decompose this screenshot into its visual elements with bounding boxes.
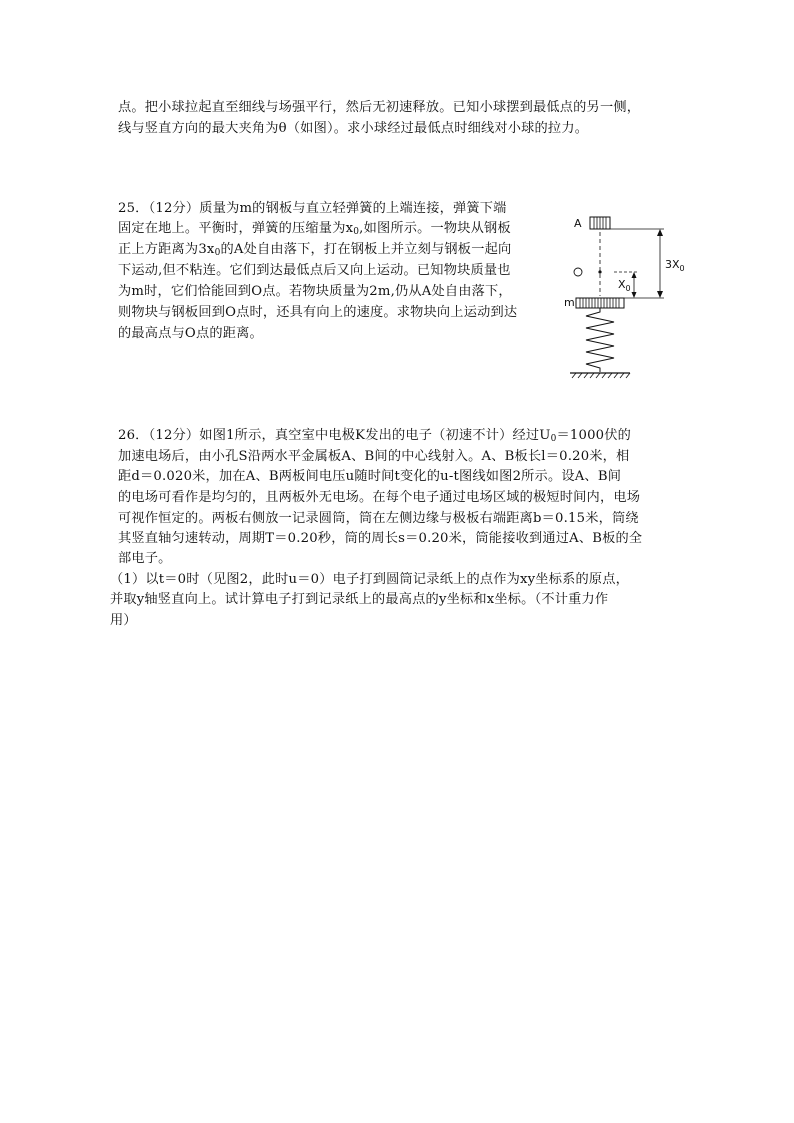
q26-line-1: 26．（12分）如图1所示，真空室中电极K发出的电子（初速不计）经过$U_0=1000$伏的 (118, 428, 632, 444)
q26-line-9: 并取y轴竖直向上。试计算电子打到记录纸上的最高点的y坐标和x坐标。（不计重力作 (110, 592, 609, 607)
q26-line-6: 其竖直轴匀速转动，周期T＝0.20秒，筒的周长s＝0.20米，筒能接收到通过A、B板的全 (118, 531, 643, 546)
label-a: A (574, 217, 582, 230)
q26-line-3: 距d＝0.020米，加在A、B两板间电压u随时间t变化的u-t图线如图2所示。设A、B间 (118, 469, 622, 484)
q25-line-2: 固定在地上。平衡时，弹簧的压缩量为$x_0$,如图所示。一物块从钢板 (118, 221, 511, 237)
point-o-circle (574, 268, 582, 276)
q26-line-10: 用） (110, 613, 137, 628)
q25-line-3: 正上方距离为$3x_0$的A处自由落下，打在钢板上并立刻与钢板一起向 (118, 242, 512, 258)
q25-line-5: 为m时，它们恰能回到O点。若物块质量为2m,仍从A处自由落下， (118, 284, 512, 299)
q26-line-5: 可视作恒定的。两板右侧放一记录圆筒，筒在左侧边缘与极板右端距离b＝0.15米，筒绕 (118, 511, 639, 526)
q25-line-6: 则物块与钢板回到O点时，还具有向上的速度。求物块向上运动到达 (118, 305, 518, 320)
dimension-x0 (632, 272, 637, 298)
q25-line-7: 的最高点与O点的距离。 (118, 326, 263, 341)
q26-line-7: 部电子。 (118, 551, 172, 566)
q26-line-4: 的电场可看作是均匀的，且两板外无电场。在每个电子通过电场区域的极短时间内，电场 (118, 490, 641, 505)
spring (586, 308, 614, 372)
q26-line-8: （1）以t＝0时（见图2，此时u＝0）电子打到圆筒记录纸上的点作为xy坐标系的原点， (110, 572, 630, 587)
q26-line-2: 加速电场后，由小孔S沿两水平金属板A、B间的中心线射入。A、B板长l＝0.20米，相 (118, 449, 630, 464)
intro-line-2: 线与竖直方向的最大夹角为θ（如图）。求小球经过最低点时细线对小球的拉力。 (118, 121, 589, 136)
label-m: m (564, 296, 575, 309)
point-o-dot (598, 270, 601, 273)
q25-line-4: 下运动,但不粘连。它们到达最低点后又向上运动。已知物块质量也 (118, 263, 511, 278)
ground (570, 373, 630, 378)
q25-line-1: 25．（12分）质量为m的钢板与直立轻弹簧的上端连接，弹簧下端 (118, 201, 507, 216)
label-3x0: $3X_0$ (665, 258, 685, 273)
block-a (590, 217, 610, 229)
label-x0: $X_0$ (618, 278, 631, 293)
dimension-3x0 (657, 229, 663, 298)
intro-line-1: 点。把小球拉起直至细线与场强平行，然后无初速释放。已知小球摆到最低点的另一侧， (118, 100, 641, 115)
spring-steel-plate-figure (562, 210, 702, 382)
steel-plate (576, 298, 624, 308)
